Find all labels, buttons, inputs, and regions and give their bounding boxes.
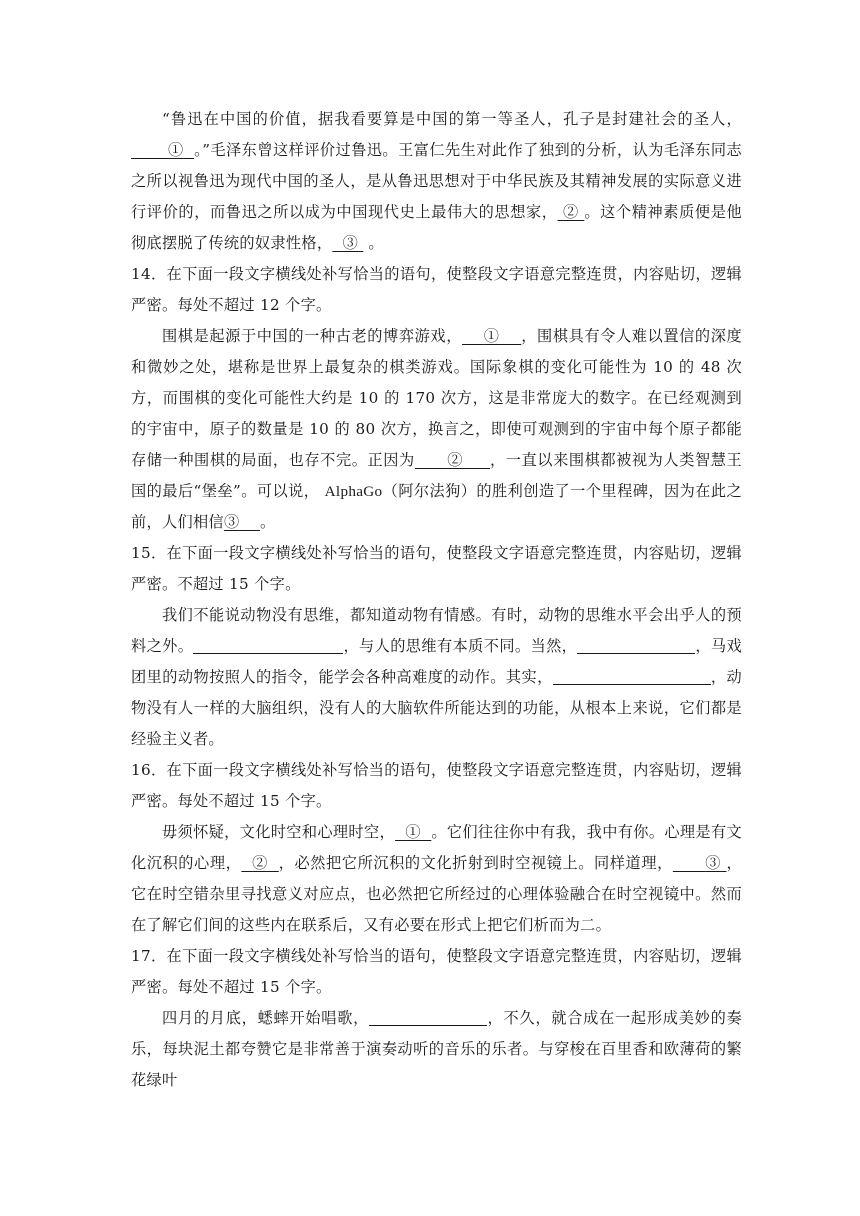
passage-15: 我们不能说动物没有思维，都知道动物有情感。有时，动物的思维水平会出乎人的预料之外。 ，与人的思维有本质不同。当然， ，马戏团里的动物按照人的指令，能学会各种高难度的动作。其实， ，动物没有人一样的大脑组织，没有人的大脑软件所能达到的功能，从根本上来说，它们都是经验主义者。: [131, 606, 743, 748]
blank-1[interactable]: [369, 1008, 487, 1026]
question-17-stem: 17．在下面一段文字横线处补写恰当的语句，使整段文字语意完整连贯，内容贴切，逻辑严密。每处不超过 15 个字。: [131, 947, 742, 996]
passage-13: “鲁迅在中国的价值，据我看要算是中国的第一等圣人，孔子是封建社会的圣人， ① 。”毛泽东曾这样评价过鲁迅。王富仁先生对此作了独到的分析，认为毛泽东同志之所以视鲁迅为现代中国的圣人，是从鲁迅思想对于中华民族及其精神发展的实际意义进行评价的，而鲁迅之所以成为中国现代史上最伟大的思想家， ② 。这个精神素质便是他彻底摆脱了传统的奴隶性格， ③ 。: [131, 110, 742, 252]
blank-1[interactable]: ①: [483, 327, 500, 345]
passage-16: 毋须怀疑，文化时空和心理时空， ① 。它们往往你中有我，我中有你。心理是有文化沉积的心理， ② ，必然把它所沉积的文化折射到时空视镜上。同样道理， ③ ，它在时空错杂里寻找意义对应点，也必然把它所经过的心理体验融合在时空视镜中。然而在了解它们间的这些内在联系后，又有必要在形式上把它们析而为二。: [131, 823, 742, 934]
blank-1[interactable]: ①: [167, 141, 184, 159]
blank-1[interactable]: ①: [405, 823, 421, 841]
blank-2[interactable]: ②: [563, 203, 579, 221]
blank-3[interactable]: [553, 667, 711, 685]
blank-3[interactable]: ③: [223, 513, 240, 531]
blank-3[interactable]: ③: [705, 854, 722, 872]
question-14-stem: 14．在下面一段文字横线处补写恰当的语句，使整段文字语意完整连贯，内容贴切，逻辑严密。每处不超过 12 个字。: [131, 265, 742, 314]
blank-2[interactable]: ②: [447, 451, 463, 469]
blank-1[interactable]: [193, 636, 343, 654]
passage-17: 四月的月底，蟋蟀开始唱歌， ，不久，就合成在一起形成美妙的奏乐，每块泥土都夸赞它是非常善于演奏动听的音乐的乐者。与穿梭在百里香和欧薄荷的繁花绿叶: [131, 1009, 742, 1089]
blank-3[interactable]: ③: [342, 234, 359, 252]
blank-2[interactable]: [577, 636, 695, 654]
passage-14: 围棋是起源于中国的一种古老的博弈游戏， ① ，围棋具有令人难以置信的深度和微妙之处，堪称是世界上最复杂的棋类游戏。国际象棋的变化可能性为 10 的 48 次方，而围棋的变化可能性大约是 10 的 170 次方，这是非常庞大的数字。在已经观测到的宇宙中，原子的数量是 10 的 80 次方，换言之，即使可观测到的宇宙中每个原子都能存储一种围棋的局面，也存不完。正因为 ② ，一直以来围棋都被视为人类智慧王国的最后“堡垒”。可以说， AlphaGo（阿尔法狗）的胜利创造了一个里程碑，因为在此之前，人们相信③ 。: [131, 327, 742, 531]
question-16-stem: 16．在下面一段文字横线处补写恰当的语句，使整段文字语意完整连贯，内容贴切，逻辑严密。每处不超过 15 个字。: [131, 761, 742, 810]
blank-2[interactable]: ②: [252, 854, 268, 872]
question-15-stem: 15．在下面一段文字横线处补写恰当的语句，使整段文字语意完整连贯，内容贴切，逻辑严密。不超过 15 个字。: [131, 544, 742, 593]
